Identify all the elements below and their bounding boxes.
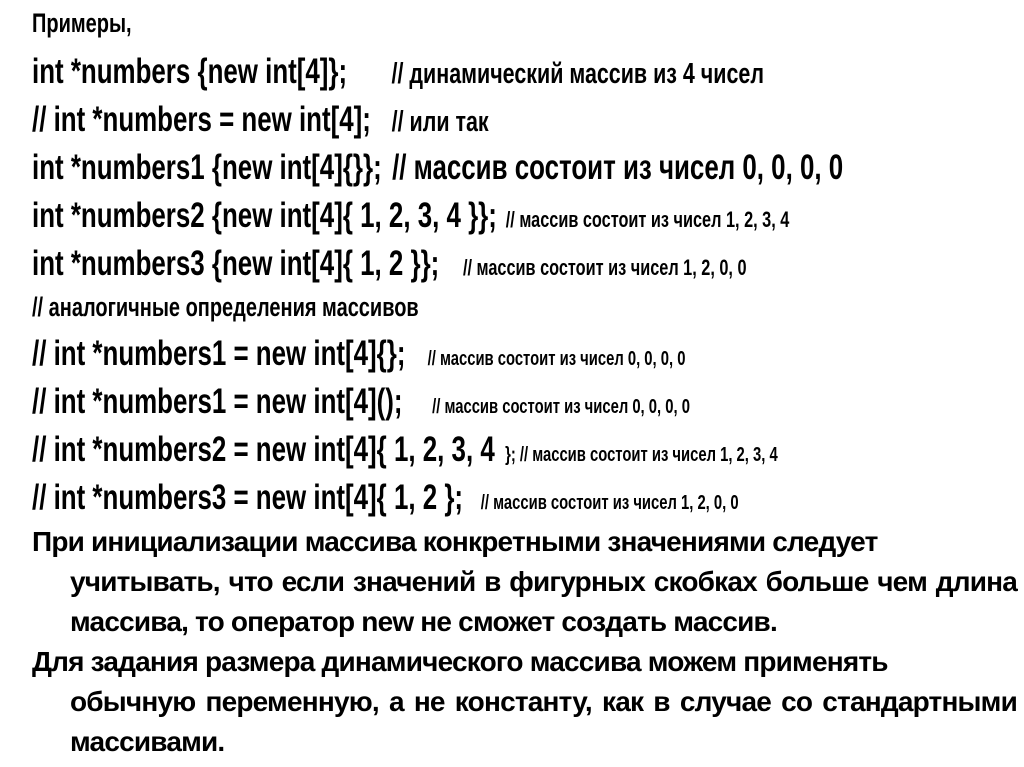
code-comment: // массив состоит из чисел 1, 2, 0, 0 bbox=[462, 255, 747, 280]
code-text: int *numbers {new int[4]}; bbox=[32, 52, 348, 91]
code-text: int *numbers3 {new int[4]{ 1, 2 }}; bbox=[32, 244, 440, 283]
analog-line-3 bbox=[32, 432, 778, 467]
analog-heading: // аналогичные определения массивов bbox=[32, 292, 419, 322]
code-line-5 bbox=[32, 246, 747, 281]
code-comment: }; // массив состоит из чисел 1, 2, 3, 4 bbox=[505, 444, 778, 466]
code-line-1 bbox=[32, 54, 764, 89]
code-text: // int *numbers1 = new int[4]{}; bbox=[32, 334, 406, 373]
analog-line-1 bbox=[32, 336, 685, 371]
code-comment: // динамический массив из 4 чисел bbox=[391, 58, 764, 90]
paragraph-continuation: учитывать, что если значений в фигурных скобках больше чем длина массива, то оператор new не сможет создать массив. bbox=[70, 566, 1017, 637]
code-text: int *numbers1 {new int[4]{}}; bbox=[32, 148, 382, 187]
code-comment: // массив состоит из чисел 1, 2, 0, 0 bbox=[480, 492, 739, 514]
code-comment: // массив состоит из чисел 0, 0, 0, 0 bbox=[392, 148, 844, 187]
slide-title: Примеры, bbox=[32, 8, 132, 38]
code-comment: // массив состоит из чисел 1, 2, 3, 4 bbox=[505, 207, 790, 232]
paragraph-first-line: При инициализации массива конкретными значениями следует bbox=[32, 526, 878, 557]
analog-line-4 bbox=[32, 480, 739, 515]
code-text: // int *numbers1 = new int[4](); bbox=[32, 382, 403, 421]
code-text: // int *numbers2 = new int[4]{ 1, 2, 3, 4 bbox=[32, 430, 495, 469]
code-text: // int *numbers3 = new int[4]{ 1, 2 }; bbox=[32, 478, 464, 517]
code-comment: // или так bbox=[391, 106, 489, 138]
paragraph-dynamic-size bbox=[32, 642, 1017, 762]
analog-line-2 bbox=[32, 384, 690, 419]
code-line-3 bbox=[32, 150, 843, 185]
code-comment: // массив состоит из чисел 0, 0, 0, 0 bbox=[432, 396, 690, 418]
paragraph-continuation: обычную переменную, а не константу, как в случае со стандартными массивами. bbox=[70, 686, 1017, 757]
code-line-2 bbox=[32, 102, 489, 137]
paragraph-initialization bbox=[32, 522, 1017, 642]
code-line-4 bbox=[32, 198, 789, 233]
code-comment: // массив состоит из чисел 0, 0, 0, 0 bbox=[427, 348, 686, 370]
paragraph-first-line: Для задания размера динамического массива можем применять bbox=[32, 646, 888, 677]
code-text: int *numbers2 {new int[4]{ 1, 2, 3, 4 }}; bbox=[32, 196, 497, 235]
code-text: // int *numbers = new int[4]; bbox=[32, 100, 371, 139]
